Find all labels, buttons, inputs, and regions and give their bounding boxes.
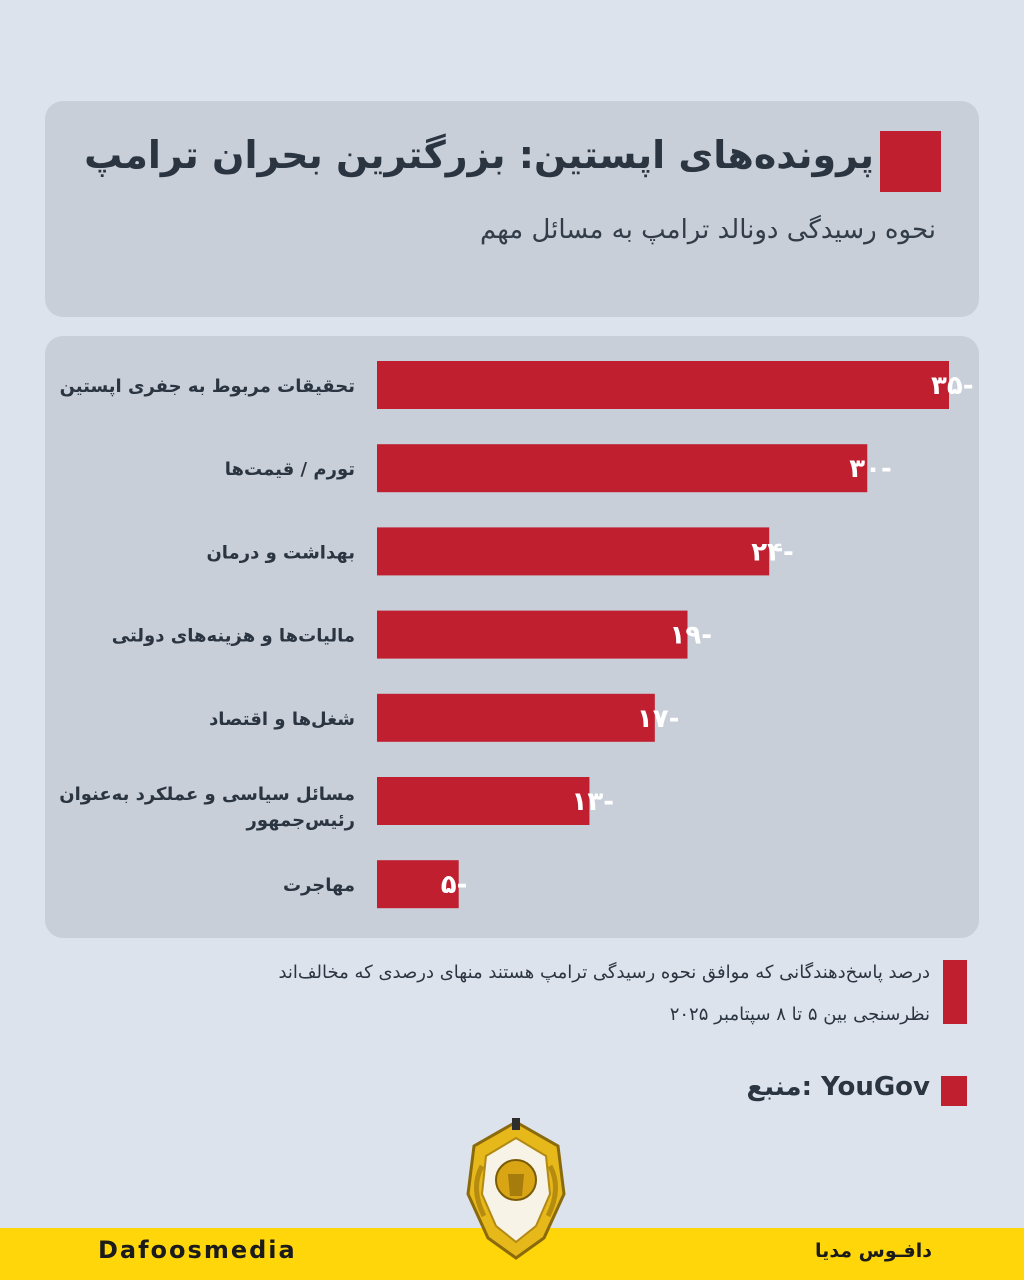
source-accent-square: [941, 1076, 967, 1106]
source-text: منبع: YouGov: [746, 1072, 930, 1102]
category-label-6: مهاجرت: [282, 875, 355, 897]
bar-2: [377, 527, 769, 575]
value-label-2: -۲۴: [751, 537, 794, 568]
category-label-0: تحقیقات مربوط به جفری اپستین: [59, 376, 355, 397]
footer-brand-persian: دافـوس مدیا: [815, 1240, 932, 1262]
category-label-4: شغل‌ها و اقتصاد: [209, 708, 355, 730]
bar-4: [377, 694, 655, 742]
category-label-5-line-0: مسائل سیاسی و عملکرد به‌عنوان: [59, 784, 355, 805]
value-label-1: -۳۰: [849, 454, 892, 485]
value-label-0: -۳۵: [931, 371, 974, 401]
bar-0: [377, 361, 949, 409]
value-label-6: -۵: [440, 870, 468, 901]
bar-3: [377, 611, 688, 659]
note-line-1: درصد پاسخ‌دهندگانی که موافق نحوه رسیدگی ترامپ هستند منهای درصدی که مخالف‌اند: [278, 962, 930, 983]
value-label-5: -۱۳: [571, 787, 615, 817]
page-title: پرونده‌های اپستین: بزرگترین بحران ترامپ: [84, 133, 874, 177]
bar-1: [377, 444, 867, 492]
bar-5: [377, 777, 589, 825]
category-label-2: بهداشت و درمان: [206, 542, 355, 564]
category-label-1: تورم / قیمت‌ها: [224, 459, 355, 481]
value-label-3: -۱۹: [669, 620, 713, 651]
value-label-4: -۱۷: [636, 703, 680, 734]
army-emblem-icon: [462, 1116, 570, 1264]
note-accent-bar: [943, 960, 967, 1024]
note-line-2: نظرسنجی بین ۵ تا ۸ سپتامبر ۲۰۲۵: [669, 1004, 930, 1025]
footer-brand-latin: Dafoosmedia: [98, 1236, 297, 1264]
category-label-3: مالیات‌ها و هزینه‌های دولتی: [111, 625, 355, 647]
category-label-5-line-1: رئیس‌جمهور: [246, 810, 355, 831]
page-subtitle: نحوه رسیدگی دونالد ترامپ به مسائل مهم: [479, 215, 936, 245]
